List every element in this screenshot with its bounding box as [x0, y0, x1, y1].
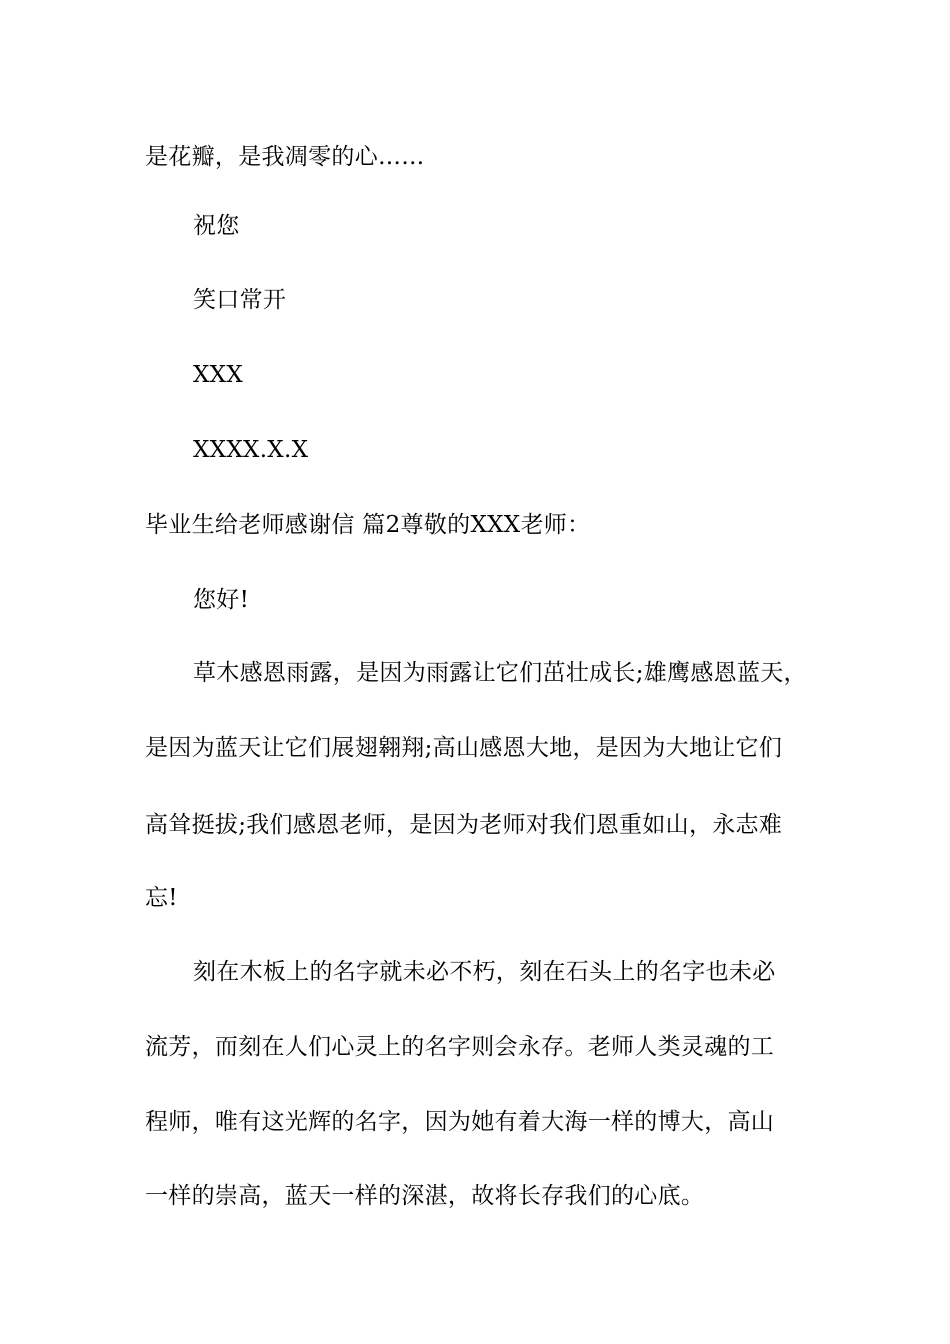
text-line: 忘! [145, 885, 178, 911]
text-line: 祝您 [193, 213, 240, 239]
text-line: 流芳，而刻在人们心灵上的名字则会永存。老师人类灵魂的工 [145, 1034, 775, 1060]
text-line: 程师，唯有这光辉的名字，因为她有着大海一样的博大，高山 [145, 1109, 775, 1135]
text-line: 您好! [193, 587, 250, 613]
section-heading: 毕业生给老师感谢信 篇2尊敬的XXX老师： [145, 512, 591, 538]
text-line: 高耸挺拔;我们感恩老师，是因为老师对我们恩重如山，永志难 [145, 812, 783, 838]
text-line: XXXX.X.X [193, 437, 309, 463]
text-line: 笑口常开 [193, 287, 287, 313]
text-line: XXX [193, 362, 244, 388]
text-line: 刻在木板上的名字就未必不朽，刻在石头上的名字也未必 [193, 959, 776, 985]
text-line: 是因为蓝天让它们展翅翱翔;高山感恩大地，是因为大地让它们 [145, 735, 783, 761]
text-line: 是花瓣，是我凋零的心…… [145, 144, 425, 170]
text-line: 草木感恩雨露，是因为雨露让它们茁壮成长;雄鹰感恩蓝天， [193, 660, 807, 686]
text-line: 一样的崇高，蓝天一样的深湛，故将长存我们的心底。 [145, 1183, 705, 1209]
